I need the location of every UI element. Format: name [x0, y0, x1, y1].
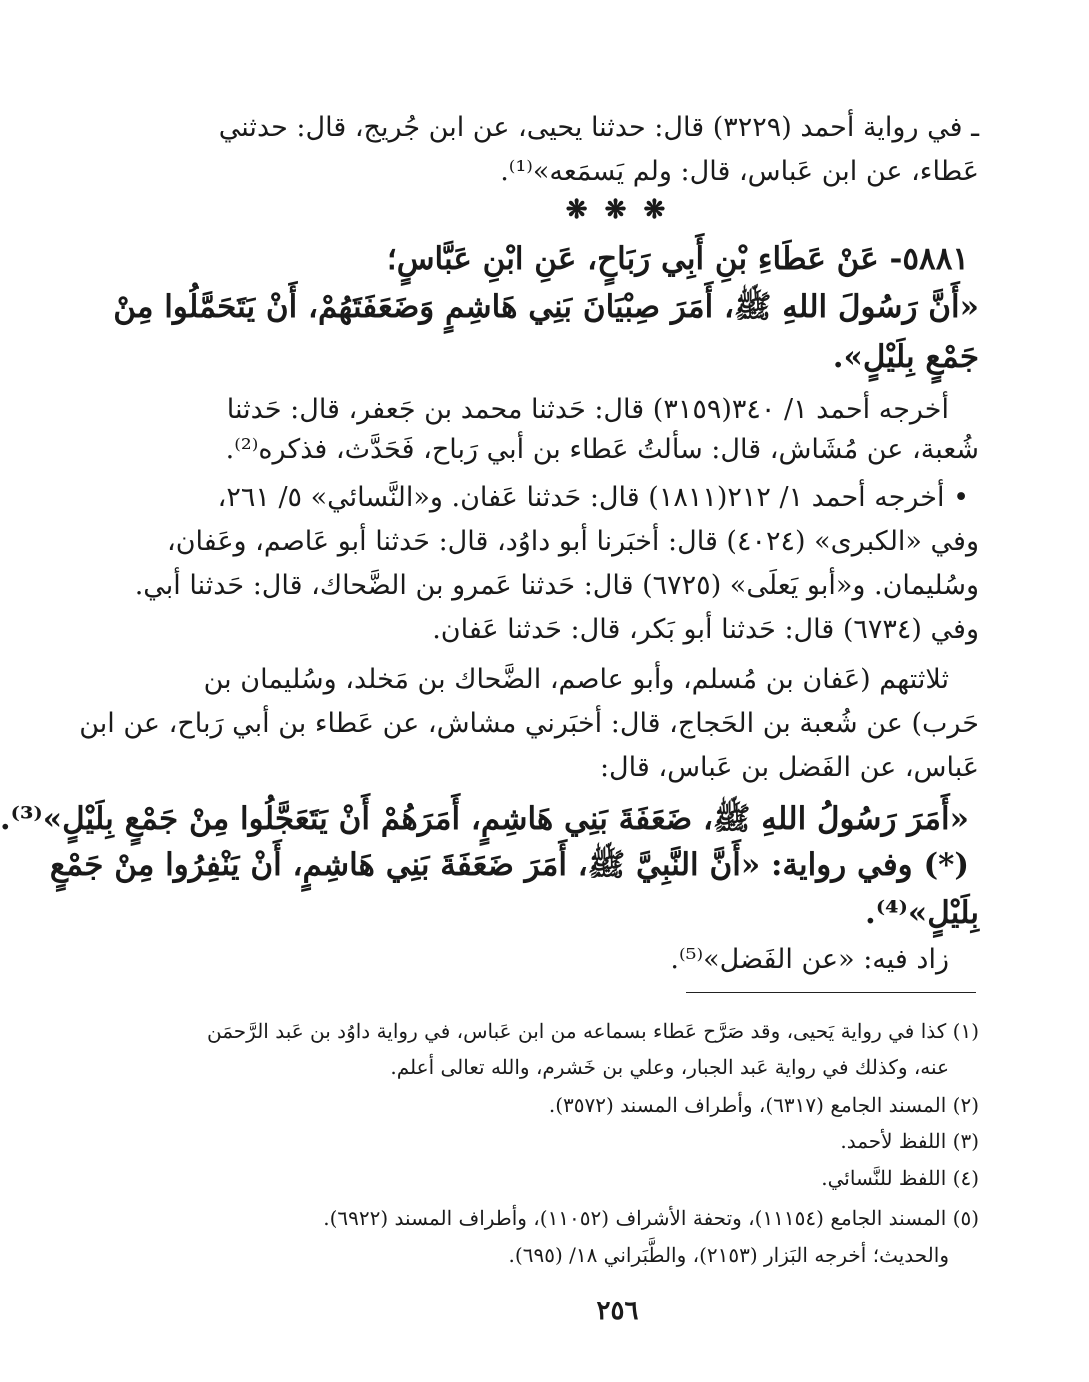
body-line: • أخرجه أحمد ١/ ٢١٢(١٨١١) قال: حَدثنا عَفان. و«النَّسائي» ٥/ ٢٦١، — [217, 482, 969, 513]
hadith-text-line: بِلَيْلٍ»⁽⁴⁾. — [865, 895, 979, 931]
footnote-separator — [686, 992, 976, 993]
body-line: ـ في رواية أحمد (٣٢٢٩) قال: حدثنا يحيى، عن ابن جُريج، قال: حدثني — [218, 112, 979, 143]
footnote-line: (٣) اللفظ لأحمد. — [840, 1129, 979, 1153]
hadith-text-line: «أَنَّ رَسُولَ اللهِ ﷺ، أَمَرَ صِبْيَانَ بَنِي هَاشِمٍ وَضَعَفَتَهُمْ، أَنْ يَتَحَمَّلُوا مِنْ — [113, 289, 979, 325]
body-line: عَباس، عن الفَضل بن عَباس، قال: — [599, 752, 979, 783]
body-line: حَرب) عن شُعبة بن الحَجاج، قال: أخبَرني مشاش، عن عَطاء بن أبي رَباح، عن ابن — [79, 708, 979, 739]
footnote-line: (٥) المسند الجامع (١١١٥٤)، وتحفة الأشراف (١١٠٥٢)، وأطراف المسند (٦٩٢٢). — [323, 1206, 979, 1230]
hadith-text-line: «أَمَرَ رَسُولُ اللهِ ﷺ، ضَعَفَةَ بَنِي هَاشِمٍ، أَمَرَهُمْ أَنْ يَتَعَجَّلُوا مِنْ جَمْعٍ بِلَيْلٍ»⁽³⁾. — [0, 801, 969, 837]
hadith-heading: ٥٨٨١- عَنْ عَطَاءِ بْنِ أَبِي رَبَاحٍ، عَنِ ابْنِ عَبَّاسٍ؛ — [386, 241, 969, 277]
body-line: زاد فيه: «عن الفَضل»⁽⁵⁾. — [670, 944, 949, 975]
body-line: وفي (٦٧٣٤) قال: حَدثنا أبو بَكر، قال: حَدثنا عَفان. — [432, 614, 979, 645]
footnote-line: (٢) المسند الجامع (٦٣١٧)، وأطراف المسند (٣٥٧٢). — [548, 1093, 979, 1117]
body-line: أخرجه أحمد ١/ ٣٤٠(٣١٥٩) قال: حَدثنا محمد بن جَعفر، قال: حَدثنا — [226, 394, 949, 425]
body-line: شُعبة، عن مُشَاش، قال: سألتُ عَطاء بن أبي رَباح، فَحَدَّث، فذكره⁽²⁾. — [225, 434, 979, 465]
footnote-line: (٤) اللفظ للنَّسائي. — [821, 1166, 979, 1190]
body-line: ثلاثتهم (عَفان بن مُسلم، وأبو عاصم، الضَّحاك بن مَخلد، وسُليمان بن — [203, 664, 949, 695]
footnote-line: عنه، وكذلك في رواية عَبد الجبار، وعلي بن خَشرم، والله تعالى أعلم. — [390, 1055, 949, 1079]
section-divider-stars: ❋ ❋ ❋ — [565, 195, 670, 225]
hadith-text-line: (*) وفي رواية: «أَنَّ النَّبِيَّ ﷺ، أَمَرَ ضَعَفَةَ بَنِي هَاشِمٍ، أَنْ يَنْفِرُوا مِنْ جَمْعٍ — [49, 847, 969, 883]
page-number: ٢٥٦ — [596, 1296, 639, 1326]
body-line: وسُليمان. و«أبو يَعلَى» (٦٧٢٥) قال: حَدثنا عَمرو بن الضَّحاك، قال: حَدثنا أبي. — [134, 570, 979, 601]
body-line: عَطاء، عن ابن عَباس، قال: ولم يَسمَعه»⁽¹⁾. — [500, 156, 979, 187]
hadith-text-line: جَمْعٍ بِلَيْلٍ». — [832, 339, 979, 375]
body-line: وفي «الكبرى» (٤٠٢٤) قال: أخبَرنا أبو داوُد، قال: حَدثنا أبو عَاصم، وعَفان، — [167, 526, 979, 557]
footnote-line: (١) كذا في رواية يَحيى، وقد صَرَّح عَطاء بسماعه من ابن عَباس، في رواية داوُد بن عَبد الرَّحمَن — [207, 1019, 979, 1043]
footnote-line: والحديث؛ أخرجه البَزار (٢١٥٣)، والطَّبَراني ١٨/ (٦٩٥). — [508, 1243, 949, 1267]
